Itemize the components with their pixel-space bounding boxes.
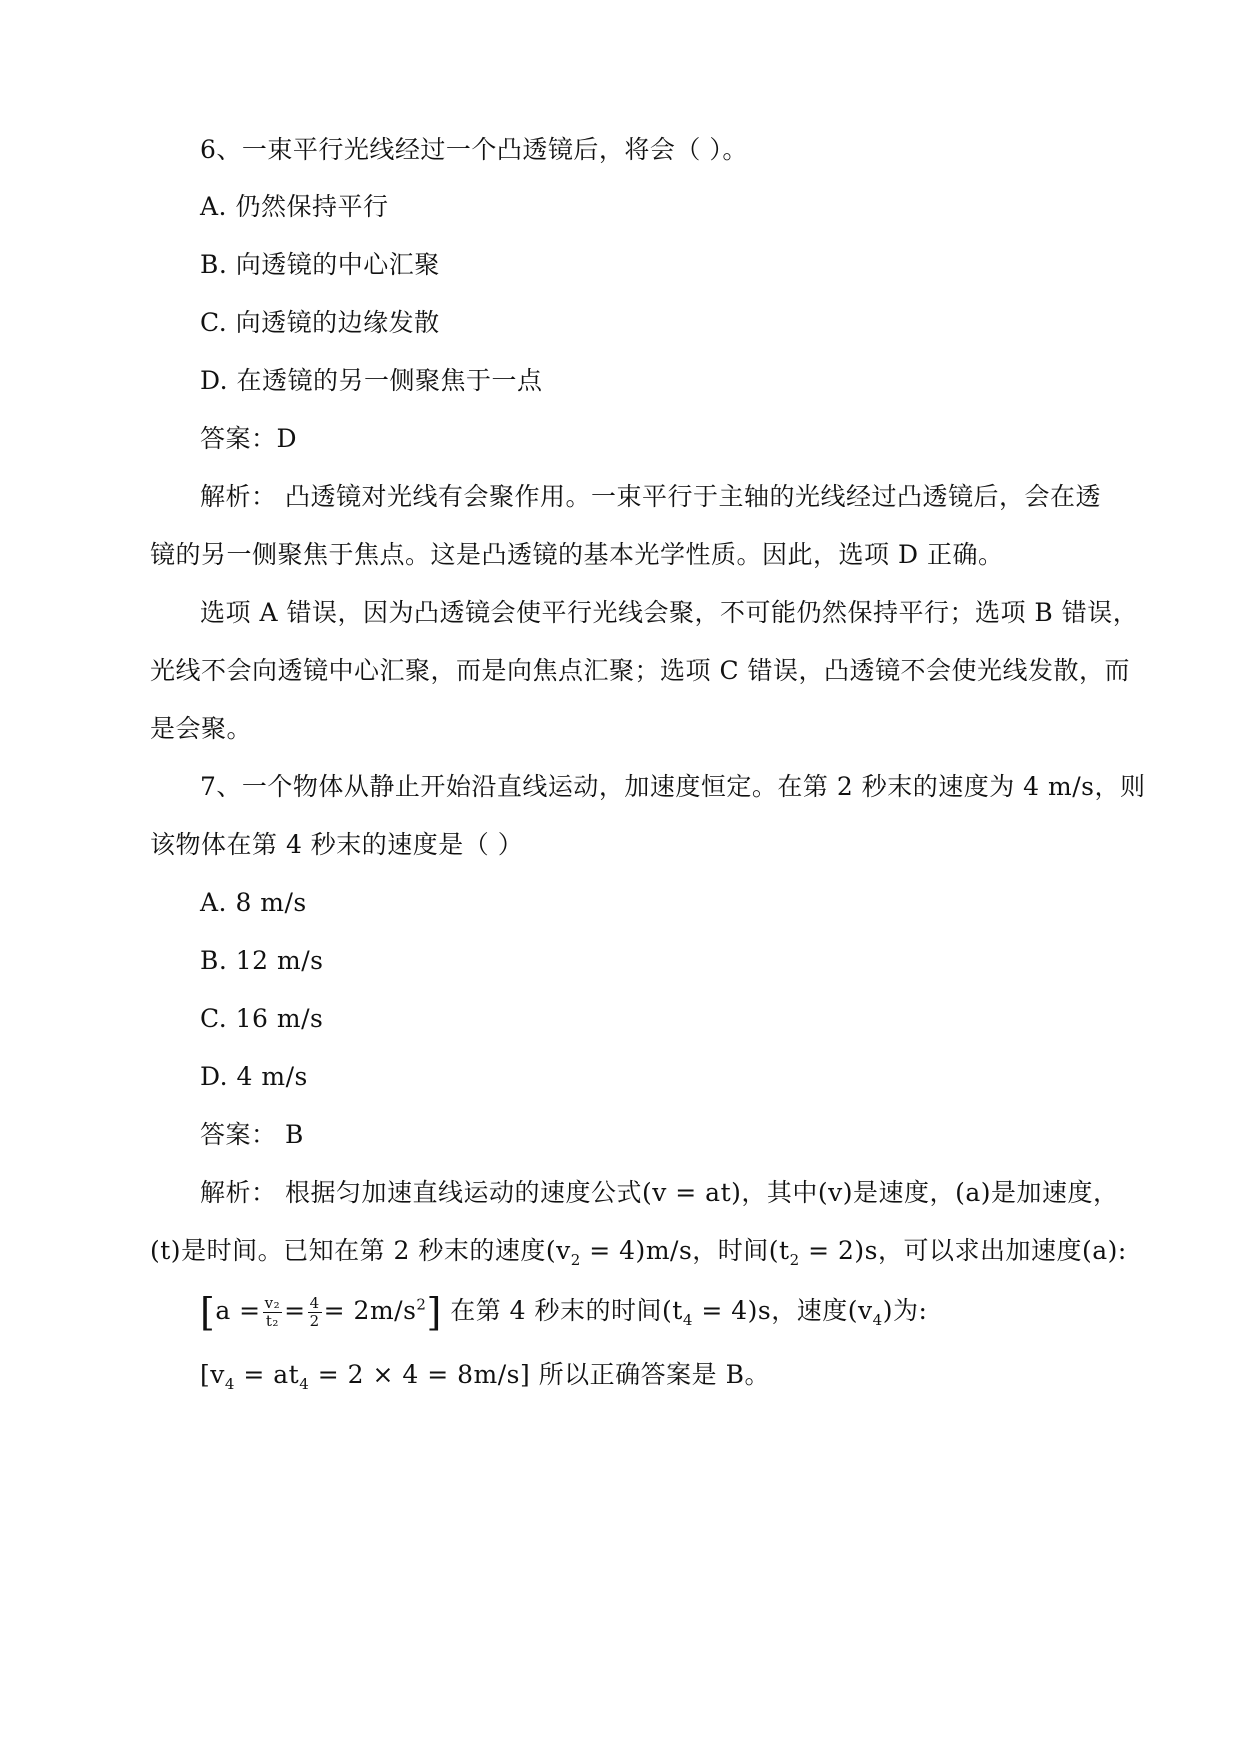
q6-analysis-line1: 解析： 凸透镜对光线有会聚作用。一束平行于主轴的光线经过凸透镜后，会在透 (200, 482, 1101, 511)
t4-expression: $(t_4 = 4)s$ (662, 1296, 772, 1329)
analysis-text: ，速度 (771, 1296, 848, 1325)
q6-analysis-line4: 光线不会向透镜中心汇聚，而是向焦点汇聚；选项 C 错误，凸透镜不会使光线发散，而 (150, 656, 1131, 685)
q6-option-c: C. 向透镜的边缘发散 (200, 308, 440, 337)
var-a-colon: (a): (1082, 1236, 1127, 1265)
var-a: (a) (955, 1178, 991, 1207)
velocity-formula: (v = at) (641, 1178, 742, 1207)
var-t: (t) (150, 1236, 182, 1265)
var-v: (v) (817, 1178, 854, 1207)
bracket-close: ] (426, 1290, 442, 1335)
analysis-text: ，可以求出加速度 (878, 1236, 1083, 1265)
analysis-text: ，其中 (741, 1178, 818, 1207)
v4-equation: $[v_4 = at_4 = 2 \times 4 = 8m/s]$ (200, 1360, 531, 1393)
analysis-text: 解析： 根据匀加速直线运动的速度公式 (200, 1178, 642, 1207)
q7-option-d: D. 4 m/s (200, 1062, 308, 1091)
analysis-text: 是速度， (853, 1178, 956, 1207)
analysis-text: 为: (892, 1296, 928, 1325)
q7-analysis-line3 (0, 1290, 1241, 1335)
analysis-text: 在第 4 秒末的时间 (441, 1296, 663, 1325)
q7-answer: 答案： B (200, 1120, 304, 1149)
analysis-text: ，时间 (692, 1236, 769, 1265)
q7-option-c: C. 16 m/s (200, 1004, 324, 1033)
q6-option-b: B. 向透镜的中心汇聚 (200, 250, 440, 279)
analysis-text: 是加速度， (990, 1178, 1119, 1207)
q6-answer: 答案：D (200, 424, 298, 453)
q7-analysis-line4 (0, 1358, 1241, 1392)
q7-option-a: A. 8 m/s (200, 888, 307, 917)
fraction-v2-t2: $\frac{\text{v₂}}{\text{t₂}}$ (264, 1294, 281, 1330)
fraction-4-2: $\frac{4}{2}$ (309, 1294, 320, 1330)
q7-analysis-line2 (0, 1234, 1241, 1268)
q7-stem-line1: 7、一个物体从静止开始沿直线运动，加速度恒定。在第 2 秒末的速度为 4 m/s，则 (200, 772, 1146, 801)
q7-analysis-line1 (0, 1176, 1241, 1210)
q7-option-b: B. 12 m/s (200, 946, 324, 975)
q6-analysis-line5: 是会聚。 (150, 714, 253, 743)
v4-expression: $(v_4)$ (847, 1296, 893, 1329)
analysis-text: 所以正确答案是 B。 (530, 1360, 771, 1389)
q6-option-d: D. 在透镜的另一侧聚焦于一点 (200, 366, 543, 395)
q6-analysis-line3: 选项 A 错误，因为凸透镜会使平行光线会聚，不可能仍然保持平行；选项 B 错误， (200, 598, 1139, 627)
bracket-open: [ (200, 1290, 216, 1335)
q6-analysis-line2: 镜的另一侧聚焦于焦点。这是凸透镜的基本光学性质。因此，选项 D 正确。 (150, 540, 1004, 569)
q6-option-a: A. 仍然保持平行 (200, 192, 389, 221)
v2-expression: $(v_2 = 4)m/s$ (545, 1236, 693, 1269)
q7-stem-line2: 该物体在第 4 秒末的速度是（ ） (150, 830, 524, 859)
acceleration-equation: [a = $\frac{\text{v₂}}{\text{t₂}}$ = $\frac{4}{2}$ = $2m/s^2$] (200, 1290, 442, 1335)
t2-expression: $(t_2 = 2)s$ (768, 1236, 878, 1269)
q6-stem: 6、一束平行光线经过一个凸透镜后，将会（ ）。 (200, 135, 748, 164)
analysis-text: 是时间。已知在第 2 秒末的速度 (181, 1236, 546, 1265)
